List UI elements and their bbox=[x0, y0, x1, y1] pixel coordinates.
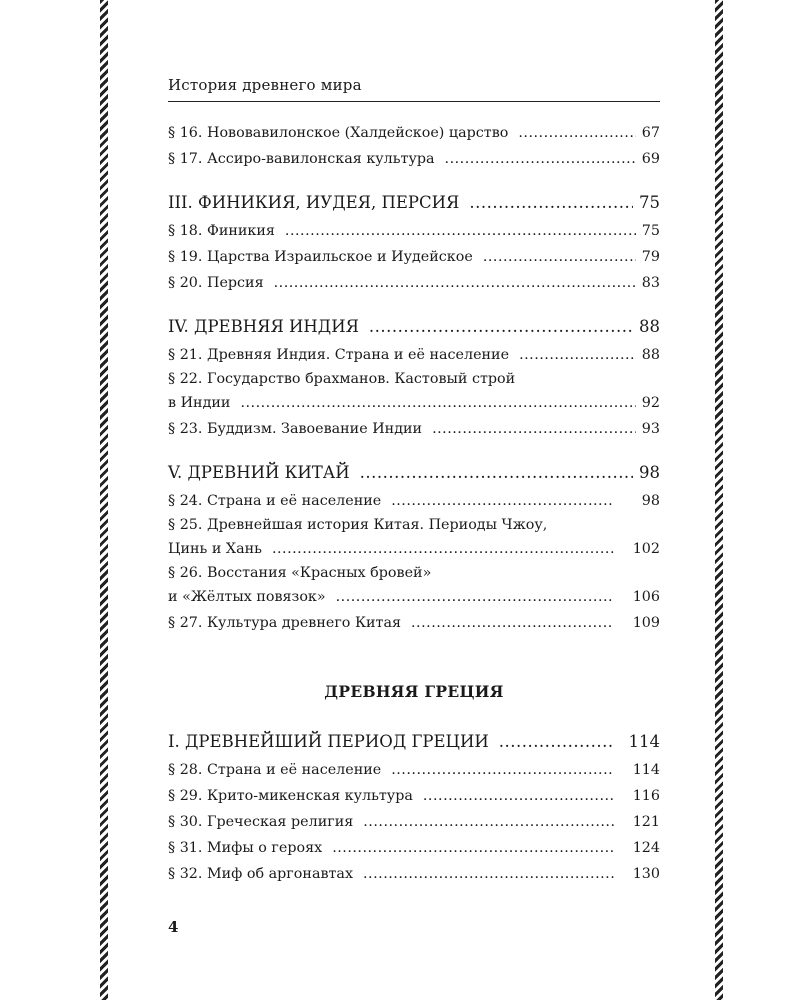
toc-entry-page: 114 bbox=[632, 762, 660, 778]
toc-entry-title: § 18. Финикия bbox=[168, 223, 275, 239]
toc-entry bbox=[168, 342, 660, 368]
toc-entry bbox=[168, 146, 660, 172]
dot-leader bbox=[363, 809, 614, 835]
toc-entry bbox=[168, 757, 660, 783]
toc-entry-page: 83 bbox=[641, 275, 660, 291]
toc-entry-page: 98 bbox=[641, 493, 660, 509]
dot-leader bbox=[391, 488, 614, 514]
toc-entry bbox=[168, 244, 660, 270]
toc-chapter bbox=[168, 188, 660, 218]
toc-entry-line: § 26. Восстания «Красных бровей» bbox=[168, 565, 432, 581]
toc-entry-title: § 28. Страна и её население bbox=[168, 762, 382, 778]
toc-entry bbox=[168, 368, 660, 416]
toc-entry-title: § 21. Древняя Индия. Страна и её население bbox=[168, 347, 510, 363]
toc-entry-page: 92 bbox=[641, 395, 660, 411]
toc-entry-page: 109 bbox=[632, 615, 660, 631]
toc-entry-title: § 32. Миф об аргонавтах bbox=[168, 866, 354, 882]
toc-chapter-page: 114 bbox=[628, 732, 660, 751]
dot-leader bbox=[336, 584, 614, 610]
toc-entry bbox=[168, 390, 660, 416]
dot-leader bbox=[274, 270, 636, 296]
group-gap bbox=[168, 296, 660, 312]
toc-entry-title: § 23. Буддизм. Завоевание Индии bbox=[168, 421, 423, 437]
toc-chapter-title: V. ДРЕВНИЙ КИТАЙ bbox=[168, 463, 350, 482]
toc-entry bbox=[168, 146, 660, 172]
page-edge-right bbox=[715, 0, 723, 1000]
dot-leader bbox=[519, 342, 636, 368]
toc-entry-page: 75 bbox=[641, 223, 660, 239]
toc-entry bbox=[168, 120, 660, 146]
group-gap bbox=[168, 442, 660, 458]
toc-entry bbox=[168, 861, 660, 887]
toc-chapter bbox=[168, 458, 660, 488]
dot-leader bbox=[285, 218, 636, 244]
header-rule bbox=[168, 101, 660, 102]
toc-entry bbox=[168, 514, 660, 562]
toc-entry bbox=[168, 809, 660, 835]
toc-entry bbox=[168, 342, 660, 368]
toc-entry bbox=[168, 416, 660, 442]
toc-chapter-page: 75 bbox=[639, 193, 660, 212]
toc-entry-page: 106 bbox=[632, 589, 660, 605]
toc-chapter bbox=[168, 727, 660, 757]
toc-entry-title: § 27. Культура древнего Китая bbox=[168, 615, 402, 631]
toc-entry bbox=[168, 270, 660, 296]
toc-entry-page: 93 bbox=[641, 421, 660, 437]
toc-entry bbox=[168, 610, 660, 636]
dot-leader bbox=[240, 390, 635, 416]
running-header: История древнего мира bbox=[168, 76, 362, 94]
dot-leader bbox=[360, 458, 633, 488]
toc-entry bbox=[168, 835, 660, 861]
page-edge-left bbox=[100, 0, 108, 1000]
toc-entry-page: 124 bbox=[632, 840, 660, 856]
toc-entry bbox=[168, 488, 660, 514]
toc-entry-page: 67 bbox=[641, 125, 660, 141]
toc-entry-title: § 16. Нововавилонское (Халдейское) царство bbox=[168, 125, 509, 141]
dot-leader bbox=[272, 536, 614, 562]
dot-leader bbox=[445, 146, 636, 172]
toc-chapter-title: IV. ДРЕВНЯЯ ИНДИЯ bbox=[168, 317, 359, 336]
dot-leader bbox=[363, 861, 614, 887]
toc-entry-title: § 24. Страна и её население bbox=[168, 493, 382, 509]
toc-entry bbox=[168, 809, 660, 835]
group-gap bbox=[168, 172, 660, 188]
toc-entry bbox=[168, 536, 660, 562]
toc-entry-page: 102 bbox=[632, 541, 660, 557]
page-number: 4 bbox=[168, 918, 179, 936]
toc-entry-title: и «Жёлтых повязок» bbox=[168, 589, 326, 605]
toc-entry bbox=[168, 218, 660, 244]
toc-entry-title: в Индии bbox=[168, 395, 231, 411]
toc-entry-line: § 22. Государство брахманов. Кастовый строй bbox=[168, 371, 516, 387]
toc-entry bbox=[168, 584, 660, 610]
toc-entry bbox=[168, 861, 660, 887]
toc-entry-page: 69 bbox=[641, 151, 660, 167]
toc-entry-page: 116 bbox=[632, 788, 660, 804]
toc-entry bbox=[168, 218, 660, 244]
toc-chapter-title: III. ФИНИКИЯ, ИУДЕЯ, ПЕРСИЯ bbox=[168, 193, 460, 212]
toc-entry bbox=[168, 757, 660, 783]
toc-entry-title: § 31. Мифы о героях bbox=[168, 840, 323, 856]
dot-leader bbox=[469, 188, 633, 218]
toc-entry bbox=[168, 270, 660, 296]
toc-entry bbox=[168, 610, 660, 636]
dot-leader bbox=[423, 783, 614, 809]
toc-entry-title: § 29. Крито-микенская культура bbox=[168, 788, 413, 804]
toc-entry-line: § 25. Древнейшая история Китая. Периоды Чжоу, bbox=[168, 517, 548, 533]
toc-chapter bbox=[168, 312, 660, 342]
toc-entry bbox=[168, 488, 660, 514]
toc-entry bbox=[168, 120, 660, 146]
toc-entry-page: 79 bbox=[641, 249, 660, 265]
toc-entry-title: § 19. Царства Израильское и Иудейское bbox=[168, 249, 473, 265]
dot-leader bbox=[411, 610, 614, 636]
toc-entry bbox=[168, 835, 660, 861]
toc-entry bbox=[168, 783, 660, 809]
dot-leader bbox=[432, 416, 636, 442]
dot-leader bbox=[483, 244, 636, 270]
toc-chapter-title: I. ДРЕВНЕЙШИЙ ПЕРИОД ГРЕЦИИ bbox=[168, 732, 489, 751]
toc-entry-page: 121 bbox=[632, 814, 660, 830]
toc-entry-title: § 20. Персия bbox=[168, 275, 264, 291]
toc-entry-title: § 17. Ассиро-вавилонская культура bbox=[168, 151, 435, 167]
toc-chapter-page: 88 bbox=[639, 317, 660, 336]
dot-leader bbox=[369, 312, 633, 342]
dot-leader bbox=[391, 757, 614, 783]
toc-entry-page: 88 bbox=[641, 347, 660, 363]
toc-entry bbox=[168, 416, 660, 442]
dot-leader bbox=[518, 120, 635, 146]
toc-entry-title: § 30. Греческая религия bbox=[168, 814, 354, 830]
toc-entry-page: 130 bbox=[632, 866, 660, 882]
table-of-contents bbox=[168, 120, 660, 887]
toc-entry bbox=[168, 244, 660, 270]
toc-entry bbox=[168, 562, 660, 610]
toc-entry-title: Цинь и Хань bbox=[168, 541, 262, 557]
section-title: ДРЕВНЯЯ ГРЕЦИЯ bbox=[324, 682, 504, 701]
dot-leader bbox=[332, 835, 614, 861]
toc-chapter-page: 98 bbox=[639, 463, 660, 482]
toc-entry bbox=[168, 783, 660, 809]
dot-leader bbox=[499, 727, 614, 757]
